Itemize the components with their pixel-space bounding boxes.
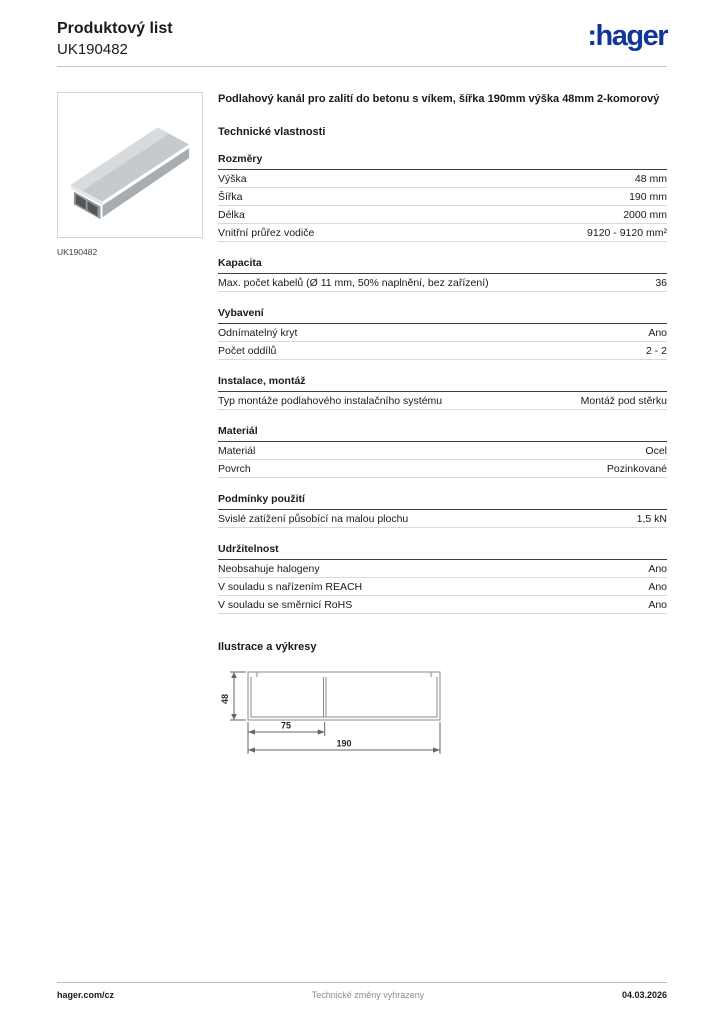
spec-row: [218, 510, 667, 528]
spec-label: Materiál: [218, 444, 256, 457]
spec-section-usage-conditions: [218, 493, 667, 528]
content: [57, 90, 667, 767]
spec-section-installation: [218, 375, 667, 410]
spec-label: Šířka: [218, 190, 243, 203]
spec-label: V souladu s nařízením REACH: [218, 580, 363, 593]
spec-value: 2000 mm: [623, 208, 667, 221]
spec-label: Výška: [218, 172, 247, 185]
cross-section-drawing: [218, 666, 450, 762]
section-title: Vybavení: [218, 307, 667, 324]
spec-row: [218, 170, 667, 188]
spec-value: Ocel: [645, 444, 667, 457]
section-title: Udržitelnost: [218, 543, 667, 560]
spec-value: Montáž pod stěrku: [580, 394, 667, 407]
spec-row: [218, 578, 667, 596]
spec-label: Počet oddílů: [218, 344, 277, 357]
spec-row: [218, 224, 667, 242]
product-image-column: [57, 92, 203, 257]
spec-row: [218, 274, 667, 292]
spec-value: 9120 - 9120 mm²: [587, 226, 667, 239]
specs-heading: Technické vlastnosti: [218, 125, 326, 138]
spec-label: Neobsahuje halogeny: [218, 562, 320, 575]
dim-height-label: 48: [220, 693, 230, 704]
spec-label: Svislé zatížení působící na malou plochu: [218, 512, 409, 525]
spec-section-capacity: [218, 257, 667, 292]
spec-value: 2 - 2: [645, 344, 667, 357]
product-image-caption: UK190482: [57, 247, 98, 257]
spec-value: Pozinkované: [606, 462, 667, 475]
product-description: Podlahový kanál pro zalití do betonu s víkem, šířka 190mm výška 48mm 2-komorový: [218, 93, 660, 105]
spec-row: [218, 460, 667, 478]
spec-label: Povrch: [218, 462, 251, 475]
spec-value: 190 mm: [629, 190, 667, 203]
spec-value: 48 mm: [634, 172, 667, 185]
section-title: Materiál: [218, 425, 667, 442]
spec-label: Odnímatelný kryt: [218, 326, 298, 339]
product-id: UK190482: [57, 41, 128, 58]
spec-value: Ano: [648, 562, 667, 575]
section-title: Podmínky použití: [218, 493, 667, 510]
specs-column: [218, 90, 667, 767]
spec-section-material: [218, 425, 667, 478]
spec-row: [218, 392, 667, 410]
dim-width-label: 190: [336, 738, 352, 749]
spec-value: 1,5 kN: [636, 512, 667, 525]
spec-label: Max. počet kabelů (Ø 11 mm, 50% naplnění, bez zařízení): [218, 276, 489, 289]
illustrations-heading: Ilustrace a výkresy: [218, 640, 317, 653]
spec-label: V souladu se směrnicí RoHS: [218, 598, 353, 611]
dim-compartment-label: 75: [280, 720, 292, 731]
spec-label: Typ montáže podlahového instalačního systému: [218, 394, 443, 407]
footer-disclaimer: Technické změny vyhrazeny: [311, 990, 425, 1000]
technical-drawing: [218, 666, 667, 767]
header: [57, 20, 667, 66]
product-image: [57, 92, 203, 238]
footer-website-link[interactable]: hager.com/cz: [57, 990, 115, 1000]
section-title: Instalace, montáž: [218, 375, 667, 392]
header-divider: [57, 66, 667, 67]
spec-label: Délka: [218, 208, 245, 221]
section-title: Rozměry: [218, 153, 667, 170]
page-title: Produktový list: [57, 20, 173, 37]
spec-row: [218, 188, 667, 206]
spec-value: Ano: [648, 326, 667, 339]
spec-row: [218, 342, 667, 360]
spec-row: [218, 324, 667, 342]
spec-value: Ano: [648, 598, 667, 611]
spec-row: [218, 596, 667, 614]
product-photo: [65, 100, 195, 230]
spec-section-equipment: [218, 307, 667, 360]
spec-row: [218, 560, 667, 578]
footer-date: 04.03.2026: [621, 990, 667, 1000]
spec-section-sustainability: [218, 543, 667, 614]
footer: [57, 982, 667, 1000]
section-title: Kapacita: [218, 257, 667, 274]
spec-row: [218, 442, 667, 460]
spec-row: [218, 206, 667, 224]
spec-label: Vnitřní průřez vodiče: [218, 226, 315, 239]
spec-section-dimensions: [218, 153, 667, 242]
hager-logo: :hager: [587, 20, 667, 52]
spec-value: Ano: [648, 580, 667, 593]
spec-value: 36: [655, 276, 667, 289]
